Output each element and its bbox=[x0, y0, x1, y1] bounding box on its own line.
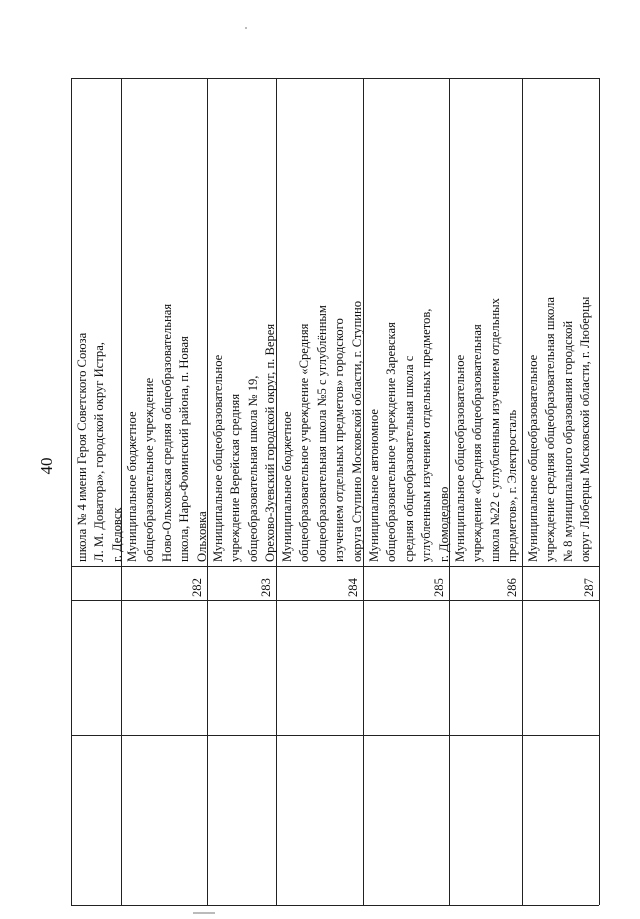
institution-name: Муниципальное автономное общеобразовательное учреждение Заревская средняя общеобразовательная школа с углубленным изучением отдельных предметов, г. Домодедово bbox=[367, 308, 451, 562]
table-row bbox=[122, 79, 207, 566]
row-number-cell bbox=[523, 567, 599, 600]
table-row bbox=[72, 79, 124, 566]
scan-mark bbox=[245, 27, 247, 29]
table-border-bottom bbox=[71, 905, 599, 906]
row-number-cell bbox=[122, 567, 207, 600]
table-row bbox=[523, 79, 599, 566]
institution-name: Муниципальное общеобразовательное учреждение «Средняя общеобразовательная школа №22 с углубленным изучением отдельных предметов», г. Электросталь bbox=[453, 298, 520, 562]
row-number: 285 bbox=[431, 578, 446, 597]
row-number-cell bbox=[277, 567, 363, 600]
institution-name: школа № 4 имени Героя Советского Союза Л. М. Доватора», городской округ Истра, г. Дедовск bbox=[75, 332, 124, 562]
row-number: 287 bbox=[581, 578, 596, 597]
row-number-cell bbox=[208, 567, 276, 600]
institution-name: Муниципальное бюджетное общеобразовательное учреждение «Средняя общеобразовательная школа №5 с углублённым изучением отдельных предметов» городского округа Ступино Московской области, г. Ступино bbox=[280, 300, 364, 562]
table-divider-col-b bbox=[71, 735, 599, 736]
table-divider-col-a bbox=[71, 600, 599, 601]
row-number: 284 bbox=[345, 578, 360, 597]
table-row bbox=[277, 79, 363, 566]
institution-name: Муниципальное бюджетное общеобразовательное учреждение Ново-Ольховская средняя общеобразовательная школа, Наро-Фоминский района, п. Новая Ольховка bbox=[125, 303, 209, 562]
row-number-cell bbox=[450, 567, 522, 600]
row-number: 283 bbox=[258, 578, 273, 597]
table-row bbox=[450, 79, 522, 566]
row-number-cell bbox=[364, 567, 449, 600]
institution-name: Муниципальное общеобразовательное учреждение средняя общеобразовательная школа № 8 муниципального образования городской округ Люберцы Московской области, г. Люберцы bbox=[526, 296, 593, 562]
page-number: 40 bbox=[37, 457, 56, 475]
row-number: 286 bbox=[504, 578, 519, 597]
table-row bbox=[208, 79, 276, 566]
row-number: 282 bbox=[189, 578, 204, 597]
institution-name: Муниципальное общеобразовательное учреждение Верейская средняя общеобразовательная школа № 19, Орехово-Зуевский городской округ, п. Верея bbox=[211, 323, 278, 562]
table-border-right bbox=[599, 78, 600, 905]
table-row bbox=[364, 79, 449, 566]
scan-mark bbox=[193, 912, 215, 914]
